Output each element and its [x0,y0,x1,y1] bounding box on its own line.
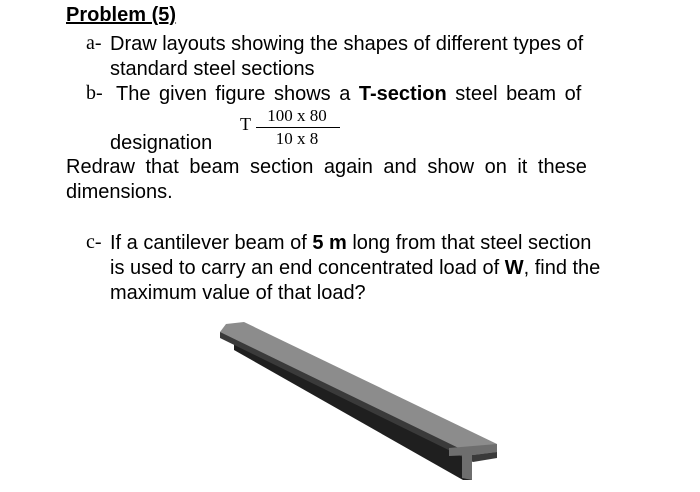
part-b-line4: dimensions. [66,181,173,203]
part-b-line3: Redraw that beam section again and show on it these [66,156,587,178]
designation-symbol: T [240,114,251,134]
part-c-line2-pre: is used to carry an end concentrated load of [110,257,505,279]
part-c-line1-post: long from that steel section [346,232,592,254]
beam-flange-top [220,322,497,455]
problem-title: Problem (5) [66,4,177,26]
part-c-line1-pre: If a cantilever beam of [110,232,313,254]
part-a-line1: Draw layouts showing the shapes of different types of [110,33,584,55]
designation-numerator: 100 x 80 [267,106,327,125]
part-a-label: a- [86,32,102,54]
part-b-line1-pre: The given figure shows a [116,83,359,105]
beam-end-stem [462,455,472,480]
part-c-label: c- [86,231,102,253]
part-c-line3: maximum value of that load? [110,282,366,304]
designation-denominator: 10 x 8 [275,129,319,148]
part-b-line1-post: steel beam of [446,83,582,105]
t-section-term: T-section [358,83,447,105]
beam-length: 5 m [312,232,347,254]
part-a-line2: standard steel sections [110,58,315,80]
part-c-line2-post: , find the [523,257,601,279]
designation-word: designation [110,132,213,154]
part-b-label: b- [86,82,103,104]
load-symbol: W [504,257,524,279]
